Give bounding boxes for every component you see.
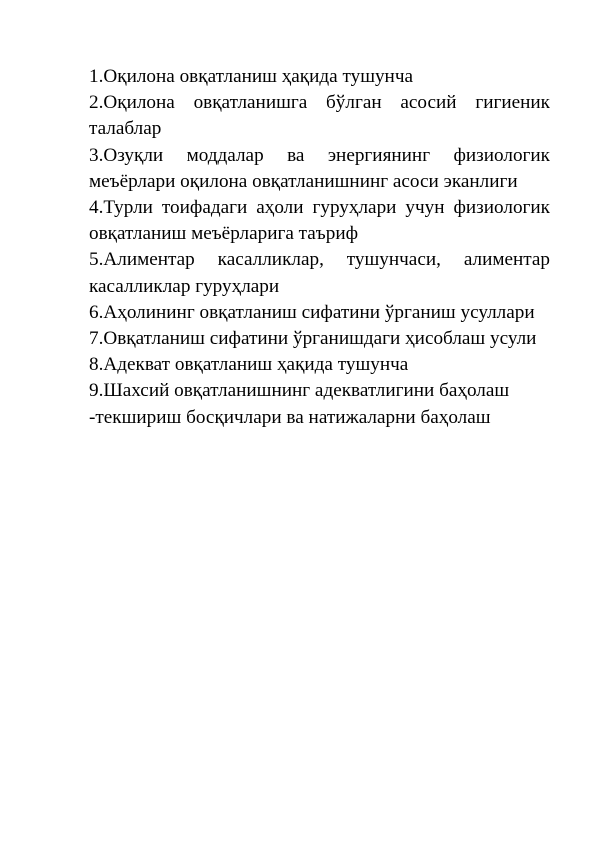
list-item: 6.Аҳолининг овқатланиш сифатини ўрганиш усуллари [89,301,535,323]
list-item: 4.Турли тоифадаги аҳоли гуруҳлари учун физиологик овқатланиш меъёрларига таъриф [89,197,550,245]
list-item: -текшириш босқичлари ва натижаларни баҳолаш [89,406,491,428]
topic-list [89,64,550,431]
list-item: 1.Оқилона овқатланиш ҳақида тушунча [89,66,413,87]
list-item: 9.Шахсий овқатланишнинг адекватлигини баҳолаш [89,380,510,402]
list-item: 7.Овқатланиш сифатини ўрганишдаги ҳисоблаш усули [89,328,537,350]
list-item: 5.Алиментар касалликлар, тушунчаси, алиментар касалликлар гуруҳлари [89,249,550,297]
list-item: 3.Озуқли моддалар ва энергиянинг физиологик меъёрлари оқилона овқатланишнинг асоси эканлиги [89,144,550,192]
list-item: 8.Адекват овқатланиш ҳақида тушунча [89,354,409,376]
list-item: 2.Оқилона овқатланишга бўлган асосий гигиеник талаблар [89,92,550,140]
